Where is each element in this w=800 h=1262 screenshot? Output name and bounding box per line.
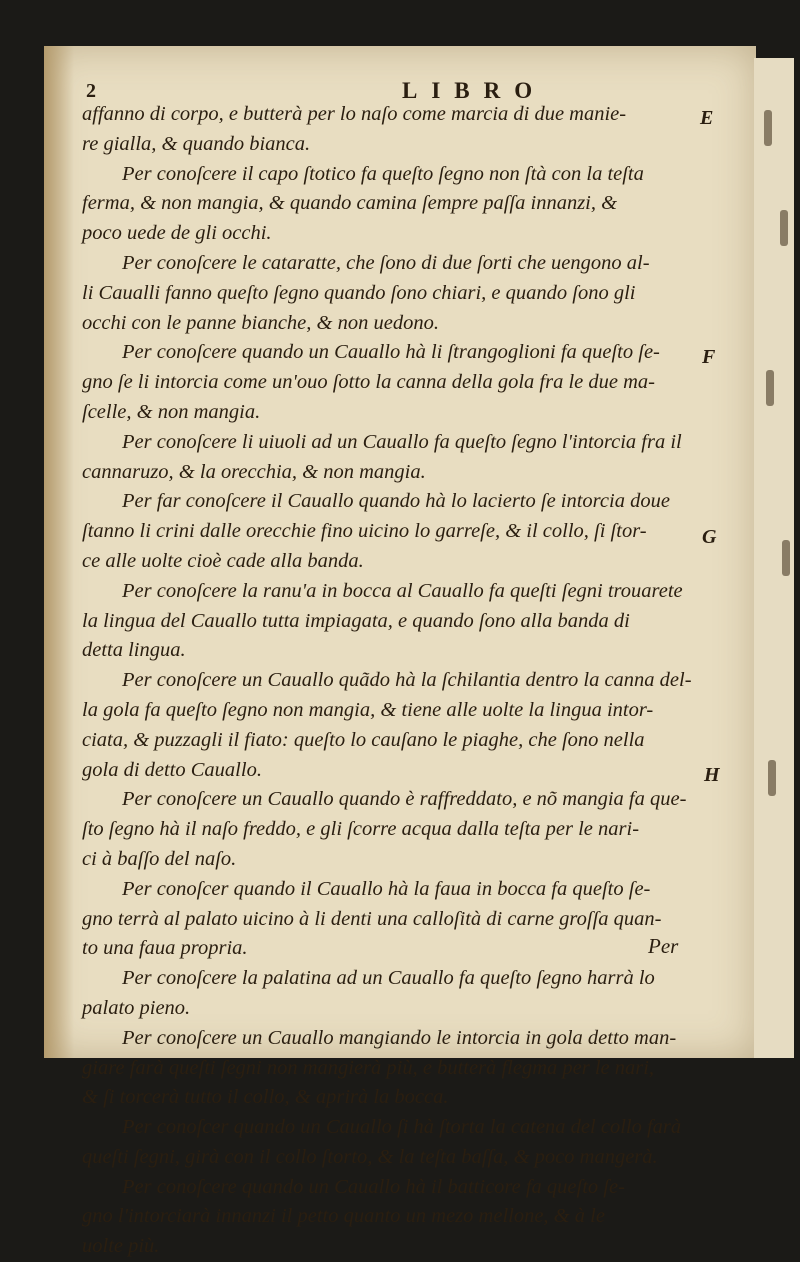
text-line: Per conoſcere li uiuoli ad un Cauallo fa queſto ſegno l'intorcia fra il	[122, 430, 682, 453]
text-line: gno ſe li intorcia come un'ouo ſotto la canna della gola fra le due ma-	[82, 371, 655, 394]
text-line: ſtanno li crini dalle orecchie fino uicino lo garreſe, & il collo, ſi ſtor-	[82, 520, 647, 543]
text-line: Per far conoſcere il Cauallo quando hà lo lacierto ſe intorcia doue	[122, 490, 670, 513]
text-line: Per conoſcere il capo ſtotico fa queſto ſegno non ſtà con la teſta	[122, 162, 644, 185]
text-line: uolte più.	[82, 1235, 160, 1258]
text-line: Per conoſcer quando un Cauallo ſi hà ſtorta la catena del collo farà	[122, 1116, 682, 1139]
text-line: gno l'intorciarà innanzi il petto quanto un mezo mellone, & à le	[82, 1205, 605, 1228]
text-line: gola di detto Cauallo.	[82, 758, 262, 781]
text-line: poco uede de gli occhi.	[82, 222, 272, 245]
page-edge-marks	[758, 70, 794, 970]
text-line: to una faua propria.	[82, 937, 248, 960]
text-line: queſti ſegni, girà con il collo ſtorto, & la teſta baſſa, & poco mangerà.	[82, 1145, 658, 1168]
text-line: ferma, & non mangia, & quando camina ſempre paſſa innanzi, &	[82, 192, 618, 215]
text-line: Per conoſcere quando un Cauallo hà li ſtrangoglioni fa queſto ſe-	[122, 341, 660, 364]
text-line: ciata, & puzzagli il fiato: queſto lo cauſano le piaghe, che ſono nella	[82, 728, 645, 751]
text-line: occhi con le panne bianche, & non uedono.	[82, 311, 439, 334]
page-number: 2	[86, 80, 96, 102]
marginal-sign-h: H	[704, 764, 720, 786]
text-line: li Caualli fanno queſto ſegno quando ſono chiari, e quando ſono gli	[82, 281, 636, 304]
text-line: Per conoſcere la palatina ad un Cauallo fa queſto ſegno harrà lo	[122, 967, 655, 990]
text-line: Per conoſcere un Cauallo mangiando le intorcia in gola detto man-	[122, 1026, 677, 1049]
text-line: ſto ſegno hà il naſo freddo, e gli ſcorre acqua dalla teſta per le nari-	[82, 818, 640, 841]
marginal-sign-g: G	[702, 526, 717, 548]
text-line: Per conoſcer quando il Cauallo hà la faua in bocca fa queſto ſe-	[122, 877, 651, 900]
marginal-sign-f: F	[702, 346, 716, 368]
text-line: affanno di corpo, e butterà per lo naſo come marcia di due manie-	[82, 103, 627, 125]
text-line: ce alle uolte cioè cade alla banda.	[82, 549, 364, 572]
text-line: Per conoſcere un Cauallo quando è raffreddato, e nõ mangia fa que-	[122, 788, 687, 811]
text-line: Per conoſcere quando un Cauallo hà il batticore fa queſto ſe-	[122, 1175, 625, 1198]
text-line: re gialla, & quando bianca.	[82, 132, 311, 155]
text-line: giare farà queſti ſegni non mangierà più, e butterà flegma per le nari,	[82, 1056, 655, 1079]
marginal-sign-e: E	[700, 107, 714, 129]
text-line: cannaruzo, & la orecchia, & non mangia.	[82, 460, 426, 483]
body-text	[82, 100, 717, 1262]
text-line: & ſi torcerà tutto il collo, & aprirà la bocca.	[82, 1086, 449, 1109]
text-line: gno terrà al palato uicino à li denti una calloſità di carne groſſa quan-	[82, 907, 662, 930]
text-line: detta lingua.	[82, 639, 186, 662]
text-line: la lingua del Cauallo tutta impiagata, e quando ſono alla banda di	[82, 609, 630, 632]
text-line: Per conoſcere la ranu'a in bocca al Cauallo fa queſti ſegni trouarete	[122, 579, 683, 602]
catchword: Per	[648, 934, 679, 958]
text-line: la gola fa queſto ſegno non mangia, & tiene alle uolte la lingua intor-	[82, 698, 654, 721]
text-line: Per conoſcere le cataratte, che ſono di due ſorti che uengono al-	[122, 251, 650, 274]
text-line: ſcelle, & non mangia.	[82, 400, 261, 423]
text-line: ci à baſſo del naſo.	[82, 847, 237, 870]
text-line: palato pieno.	[82, 996, 191, 1019]
running-title: LIBRO	[402, 78, 547, 103]
page-gutter-shadow	[44, 46, 74, 1058]
text-line: Per conoſcere un Cauallo quãdo hà la ſchilantia dentro la canna del-	[122, 669, 692, 692]
